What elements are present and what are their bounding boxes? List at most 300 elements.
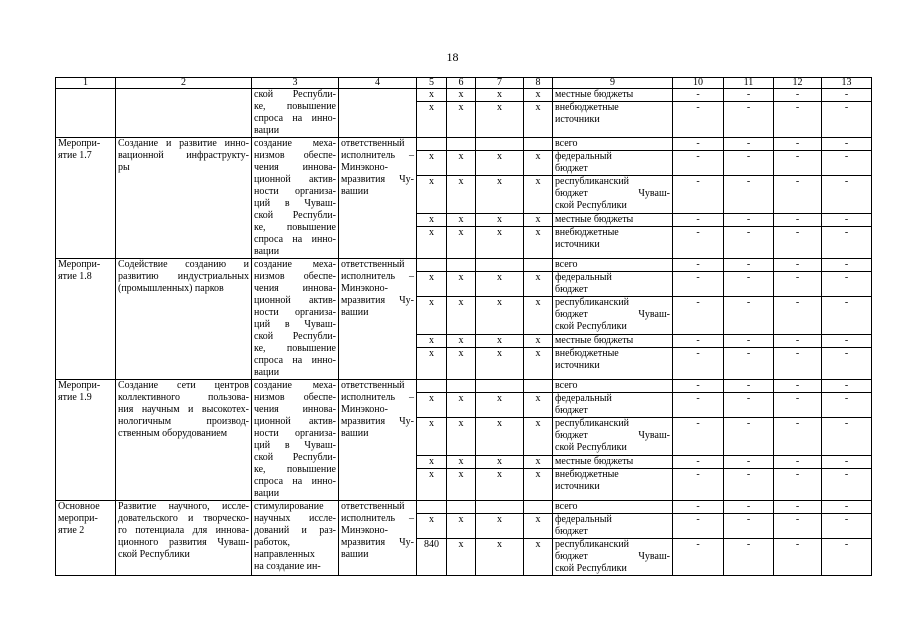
cell-text-line: ятие 1.8 <box>58 271 92 282</box>
amount-value-cell: - <box>774 138 822 151</box>
cell-text-line: ответственный <box>341 259 405 270</box>
activity-title-cell <box>116 380 252 501</box>
code-value-cell: х <box>524 272 553 297</box>
column-header: 9 <box>553 78 673 89</box>
amount-value-cell: - <box>673 393 724 418</box>
code-value-cell <box>447 501 476 514</box>
cell-text-line: бюджет Чуваш- <box>555 309 670 321</box>
code-value-cell: х <box>476 102 524 138</box>
code-value-cell: х <box>417 176 447 213</box>
code-value-cell: х <box>417 297 447 334</box>
code-value-cell: х <box>524 176 553 213</box>
cell-text-line: дований и раз- <box>254 525 336 536</box>
funding-source-cell <box>553 102 673 138</box>
cell-text-line: ций в Чуваш- <box>254 440 336 451</box>
column-header: 6 <box>447 78 476 89</box>
column-header: 13 <box>822 78 872 89</box>
activity-name-cell <box>56 259 116 380</box>
amount-value-cell: - <box>673 151 724 176</box>
funding-source-cell <box>553 455 673 468</box>
cell-text-line: ственным оборудованием <box>118 428 228 439</box>
code-value-cell: х <box>417 226 447 258</box>
amount-value-cell: - <box>822 176 872 213</box>
executor-cell <box>339 89 417 138</box>
code-value-cell: х <box>417 393 447 418</box>
code-value-cell: х <box>417 514 447 539</box>
cell-text-line: (промышленных) парков <box>118 283 224 294</box>
amount-value-cell: - <box>673 176 724 213</box>
cell-text-line: мразвития Чу- <box>341 295 414 306</box>
cell-text-line: всего <box>555 380 578 391</box>
cell-text-line: ской Республики <box>118 549 190 560</box>
cell-text-line: вашии <box>341 549 369 560</box>
code-value-cell <box>447 380 476 393</box>
code-value-cell: х <box>476 89 524 102</box>
column-header: 10 <box>673 78 724 89</box>
code-value-cell <box>447 138 476 151</box>
cell-text-line: ской Республики <box>555 563 627 574</box>
amount-value-cell: - <box>774 89 822 102</box>
cell-text-line: спроса на инно- <box>254 355 336 366</box>
cell-text-line: ятие 1.9 <box>58 392 92 403</box>
amount-value-cell: - <box>673 380 724 393</box>
amount-value-cell: - <box>673 418 724 455</box>
code-value-cell: 840 <box>417 539 447 576</box>
cell-text-line: источники <box>555 480 600 492</box>
table-row <box>56 501 872 514</box>
code-value-cell: х <box>524 297 553 334</box>
cell-text-line: ответственный <box>341 501 405 512</box>
code-value-cell: х <box>524 102 553 138</box>
funding-source-cell <box>553 514 673 539</box>
cell-text-line: создание меха- <box>254 259 336 270</box>
cell-text-line: Минэконо- <box>341 404 388 415</box>
expected-result-cell <box>252 89 339 138</box>
column-header: 4 <box>339 78 417 89</box>
amount-value-cell: - <box>822 213 872 226</box>
cell-text-line: ской Республики <box>555 321 627 333</box>
code-value-cell: х <box>476 468 524 500</box>
amount-value-cell: - <box>822 138 872 151</box>
cell-text-line: источники <box>555 114 600 126</box>
code-value-cell <box>476 138 524 151</box>
cell-text-line: внебюджетные <box>555 347 619 359</box>
amount-value-cell: - <box>673 514 724 539</box>
code-value-cell: х <box>476 393 524 418</box>
funding-source-cell <box>553 138 673 151</box>
amount-value-cell: - <box>673 347 724 379</box>
code-value-cell: х <box>524 89 553 102</box>
expected-result-cell <box>252 138 339 259</box>
cell-text-line: вации <box>254 367 280 378</box>
code-value-cell: х <box>447 539 476 576</box>
cell-text-line: всего <box>555 138 578 149</box>
cell-text-line: местные бюджеты <box>555 455 634 467</box>
amount-value-cell: - <box>724 151 774 176</box>
amount-value-cell: - <box>774 151 822 176</box>
amount-value-cell: - <box>673 539 724 576</box>
code-value-cell: х <box>476 297 524 334</box>
code-value-cell: х <box>524 468 553 500</box>
cell-text-line: низмов обеспе- <box>254 392 336 403</box>
amount-value-cell: - <box>724 347 774 379</box>
amount-value-cell: - <box>774 514 822 539</box>
cell-text-line: местные бюджеты <box>555 334 634 346</box>
activity-name-cell <box>56 89 116 138</box>
cell-text-line: ской Республи- <box>254 210 336 221</box>
executor-cell <box>339 259 417 380</box>
cell-text-line: республиканский <box>555 176 630 188</box>
activity-title-cell <box>116 259 252 380</box>
amount-value-cell: - <box>774 501 822 514</box>
amount-value-cell: - <box>774 272 822 297</box>
code-value-cell: х <box>476 334 524 347</box>
code-value-cell: х <box>447 297 476 334</box>
cell-text-line: вашии <box>341 428 369 439</box>
code-value-cell: х <box>524 213 553 226</box>
cell-text-line: бюджет <box>555 284 588 296</box>
cell-text-line: низмов обеспе- <box>254 271 336 282</box>
code-value-cell <box>417 380 447 393</box>
code-value-cell: х <box>524 393 553 418</box>
column-header: 2 <box>116 78 252 89</box>
cell-text-line: ской Республи- <box>254 452 336 463</box>
cell-text-line: научных иссле- <box>254 513 336 524</box>
funding-source-cell <box>553 151 673 176</box>
table-row <box>56 89 872 102</box>
amount-value-cell: - <box>724 455 774 468</box>
amount-value-cell: - <box>673 89 724 102</box>
cell-text-line: работок, <box>254 537 290 548</box>
code-value-cell: х <box>447 334 476 347</box>
amount-value-cell: - <box>822 347 872 379</box>
code-value-cell: х <box>417 347 447 379</box>
cell-text-line: ответственный <box>341 380 405 391</box>
program-table <box>55 77 872 576</box>
cell-text-line: бюджет <box>555 526 588 537</box>
cell-text-line: бюджет <box>555 163 588 175</box>
amount-value-cell: - <box>822 102 872 138</box>
amount-value-cell: - <box>774 468 822 500</box>
cell-text-line: чения иннова- <box>254 162 336 173</box>
code-value-cell: х <box>417 272 447 297</box>
cell-text-line: ности организа- <box>254 428 336 439</box>
cell-text-line: ности организа- <box>254 307 336 318</box>
cell-text-line: спроса на инно- <box>254 476 336 487</box>
code-value-cell: х <box>524 455 553 468</box>
amount-value-cell: - <box>724 334 774 347</box>
code-value-cell <box>524 501 553 514</box>
amount-value-cell: - <box>774 213 822 226</box>
expected-result-cell <box>252 501 339 576</box>
amount-value-cell: - <box>822 501 872 514</box>
code-value-cell: х <box>447 455 476 468</box>
amount-value-cell: - <box>822 297 872 334</box>
code-value-cell: х <box>417 213 447 226</box>
table-row <box>56 138 872 151</box>
code-value-cell: х <box>476 514 524 539</box>
cell-text-line: внебюджетные <box>555 468 619 480</box>
cell-text-line: Меропри- <box>58 380 101 391</box>
amount-value-cell: - <box>724 89 774 102</box>
cell-text-line: исполнитель – <box>341 392 414 403</box>
executor-cell <box>339 380 417 501</box>
amount-value-cell: - <box>774 347 822 379</box>
cell-text-line: вации <box>254 125 280 136</box>
amount-value-cell: - <box>774 176 822 213</box>
funding-source-cell <box>553 176 673 213</box>
amount-value-cell: - <box>822 418 872 455</box>
amount-value-cell: - <box>724 418 774 455</box>
code-value-cell <box>524 380 553 393</box>
amount-value-cell: - <box>822 455 872 468</box>
cell-text-line: ятие 1.7 <box>58 150 92 161</box>
amount-value-cell: - <box>673 468 724 500</box>
code-value-cell: х <box>524 226 553 258</box>
code-value-cell: х <box>417 334 447 347</box>
cell-text-line: спроса на инно- <box>254 234 336 245</box>
cell-text-line: внебюджетные <box>555 102 619 114</box>
cell-text-line: федеральный <box>555 393 612 405</box>
cell-text-line: исполнитель – <box>341 271 414 282</box>
code-value-cell <box>476 380 524 393</box>
code-value-cell: х <box>447 347 476 379</box>
code-value-cell: х <box>447 102 476 138</box>
cell-text-line: ответственный <box>341 138 405 149</box>
cell-text-line: чения иннова- <box>254 283 336 294</box>
funding-source-cell <box>553 272 673 297</box>
activity-title-cell <box>116 89 252 138</box>
code-value-cell <box>417 138 447 151</box>
code-value-cell: х <box>447 468 476 500</box>
amount-value-cell: - <box>774 539 822 576</box>
activity-name-cell <box>56 138 116 259</box>
amount-value-cell: - <box>724 138 774 151</box>
code-value-cell <box>447 259 476 272</box>
cell-text-line: чения иннова- <box>254 404 336 415</box>
amount-value-cell: - <box>774 380 822 393</box>
executor-cell <box>339 501 417 576</box>
cell-text-line: Меропри- <box>58 138 101 149</box>
amount-value-cell: - <box>822 380 872 393</box>
amount-value-cell: - <box>724 501 774 514</box>
cell-text-line: го потенциала для иннова- <box>118 525 249 536</box>
column-header: 3 <box>252 78 339 89</box>
cell-text-line: ния научным и высокотех- <box>118 404 249 415</box>
code-value-cell: х <box>476 455 524 468</box>
cell-text-line: республиканский <box>555 539 630 550</box>
column-header: 5 <box>417 78 447 89</box>
amount-value-cell: - <box>822 89 872 102</box>
amount-value-cell: - <box>673 138 724 151</box>
cell-text-line: Развитие научного, иссле- <box>118 501 249 512</box>
code-value-cell <box>417 259 447 272</box>
funding-source-cell <box>553 501 673 514</box>
cell-text-line: республиканский <box>555 418 630 430</box>
funding-source-cell <box>553 393 673 418</box>
cell-text-line: ке, повышение <box>254 222 336 233</box>
amount-value-cell: - <box>774 297 822 334</box>
cell-text-line: спроса на инно- <box>254 113 336 124</box>
cell-text-line: ности организа- <box>254 186 336 197</box>
code-value-cell: х <box>447 514 476 539</box>
code-value-cell: х <box>476 418 524 455</box>
cell-text-line: развитию индустриальных <box>118 271 249 282</box>
amount-value-cell: - <box>724 380 774 393</box>
code-value-cell: х <box>524 514 553 539</box>
cell-text-line: ционной актив- <box>254 174 336 185</box>
cell-text-line: исполнитель – <box>341 513 414 524</box>
cell-text-line: создание меха- <box>254 380 336 391</box>
column-header: 12 <box>774 78 822 89</box>
code-value-cell: х <box>524 334 553 347</box>
code-value-cell: х <box>417 455 447 468</box>
amount-value-cell: - <box>774 393 822 418</box>
amount-value-cell: - <box>822 259 872 272</box>
funding-source-cell <box>553 213 673 226</box>
amount-value-cell: - <box>673 226 724 258</box>
cell-text-line: низмов обеспе- <box>254 150 336 161</box>
funding-source-cell <box>553 418 673 455</box>
cell-text-line: ской Республи- <box>254 331 336 342</box>
amount-value-cell: - <box>724 272 774 297</box>
amount-value-cell: - <box>673 297 724 334</box>
amount-value-cell: - <box>724 213 774 226</box>
code-value-cell: х <box>447 226 476 258</box>
code-value-cell: х <box>447 393 476 418</box>
cell-text-line: Создание сети центров <box>118 380 249 391</box>
code-value-cell: х <box>476 226 524 258</box>
cell-text-line: мразвития Чу- <box>341 416 414 427</box>
funding-source-cell <box>553 347 673 379</box>
code-value-cell: х <box>524 151 553 176</box>
cell-text-line: ций в Чуваш- <box>254 198 336 209</box>
cell-text-line: направленных <box>254 549 315 560</box>
amount-value-cell: - <box>673 501 724 514</box>
amount-value-cell: - <box>724 539 774 576</box>
table-row <box>56 380 872 393</box>
cell-text-line: вашии <box>341 307 369 318</box>
amount-value-cell: - <box>822 151 872 176</box>
cell-text-line: ций в Чуваш- <box>254 319 336 330</box>
amount-value-cell: - <box>724 259 774 272</box>
code-value-cell: х <box>447 213 476 226</box>
funding-source-cell <box>553 468 673 500</box>
cell-text-line: ционного развития Чуваш- <box>118 537 249 548</box>
amount-value-cell: - <box>822 393 872 418</box>
cell-text-line: ской Республики <box>555 442 627 454</box>
cell-text-line: Минэконо- <box>341 525 388 536</box>
expected-result-cell <box>252 259 339 380</box>
cell-text-line: федеральный <box>555 514 612 525</box>
code-value-cell: х <box>447 176 476 213</box>
cell-text-line: ционной актив- <box>254 295 336 306</box>
amount-value-cell: - <box>774 102 822 138</box>
cell-text-line: ской Республи- <box>254 89 336 100</box>
code-value-cell: х <box>447 418 476 455</box>
amount-value-cell: - <box>822 272 872 297</box>
table-body <box>56 78 872 576</box>
code-value-cell: х <box>524 418 553 455</box>
amount-value-cell: - <box>774 259 822 272</box>
amount-value-cell: - <box>724 176 774 213</box>
code-value-cell <box>476 259 524 272</box>
cell-text-line: бюджет Чуваш- <box>555 551 670 562</box>
cell-text-line: федеральный <box>555 151 612 163</box>
code-value-cell <box>524 138 553 151</box>
cell-text-line: всего <box>555 259 578 270</box>
cell-text-line: Создание и развитие инно- <box>118 138 249 149</box>
cell-text-line: бюджет Чуваш- <box>555 430 670 442</box>
cell-text-line: ке, повышение <box>254 464 336 475</box>
column-header: 11 <box>724 78 774 89</box>
page-number: 18 <box>446 50 459 64</box>
amount-value-cell: - <box>724 514 774 539</box>
code-value-cell <box>476 501 524 514</box>
cell-text-line: Основное <box>58 501 100 512</box>
activity-name-cell <box>56 501 116 576</box>
amount-value-cell: - <box>774 455 822 468</box>
cell-text-line: федеральный <box>555 272 612 284</box>
amount-value-cell: - <box>673 259 724 272</box>
activity-title-cell <box>116 138 252 259</box>
cell-text-line: ке, повышение <box>254 343 336 354</box>
code-value-cell: х <box>476 151 524 176</box>
cell-text-line: довательского и творческо- <box>118 513 249 524</box>
code-value-cell: х <box>417 102 447 138</box>
funding-source-cell <box>553 539 673 576</box>
code-value-cell: х <box>417 89 447 102</box>
cell-text-line: ятие 2 <box>58 525 85 536</box>
cell-text-line: источники <box>555 238 600 250</box>
code-value-cell: х <box>524 539 553 576</box>
code-value-cell: х <box>417 151 447 176</box>
cell-text-line: ской Республики <box>555 200 627 212</box>
funding-source-cell <box>553 297 673 334</box>
amount-value-cell: - <box>724 468 774 500</box>
activity-name-cell <box>56 380 116 501</box>
cell-text-line: бюджет <box>555 405 588 417</box>
code-value-cell <box>524 259 553 272</box>
cell-text-line: ционной актив- <box>254 416 336 427</box>
header-row <box>56 78 872 89</box>
amount-value-cell: - <box>724 393 774 418</box>
amount-value-cell: - <box>822 334 872 347</box>
code-value-cell: х <box>417 418 447 455</box>
cell-text-line: Меропри- <box>58 259 101 270</box>
column-header: 8 <box>524 78 553 89</box>
code-value-cell: х <box>524 347 553 379</box>
amount-value-cell: - <box>673 213 724 226</box>
column-header: 7 <box>476 78 524 89</box>
cell-text-line: местные бюджеты <box>555 213 634 225</box>
cell-text-line: вации <box>254 246 280 257</box>
amount-value-cell: - <box>673 272 724 297</box>
funding-source-cell <box>553 380 673 393</box>
cell-text-line: стимулирование <box>254 501 324 512</box>
activity-title-cell <box>116 501 252 576</box>
cell-text-line: всего <box>555 501 578 512</box>
cell-text-line: ке, повышение <box>254 101 336 112</box>
column-header: 1 <box>56 78 116 89</box>
code-value-cell: х <box>447 89 476 102</box>
amount-value-cell: - <box>822 468 872 500</box>
amount-value-cell: - <box>673 102 724 138</box>
cell-text-line: меропри- <box>58 513 98 524</box>
cell-text-line: на создание ин- <box>254 561 321 572</box>
funding-source-cell <box>553 259 673 272</box>
amount-value-cell: - <box>724 102 774 138</box>
